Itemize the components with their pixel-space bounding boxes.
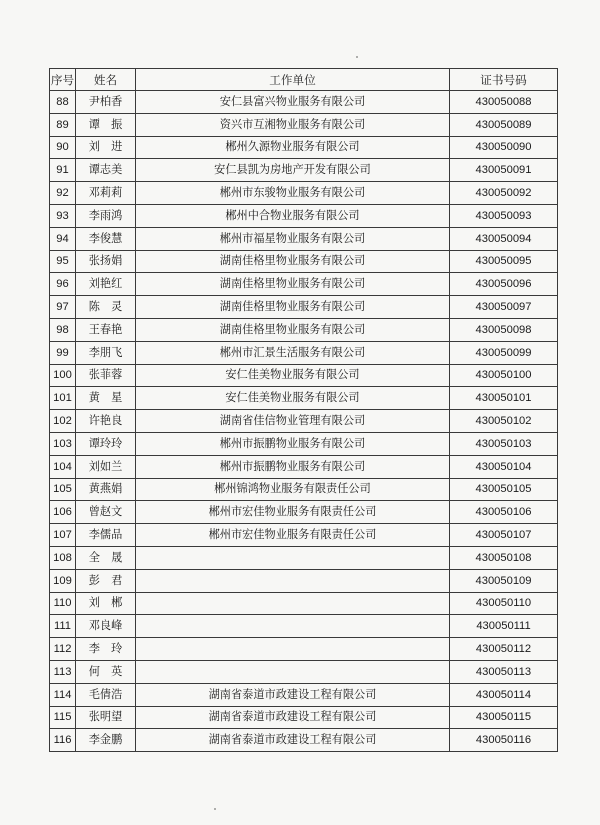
cell-work-unit: 郴州市振鹏物业服务有限公司 — [136, 455, 450, 478]
header-name: 姓名 — [76, 69, 136, 91]
table-row — [50, 638, 558, 661]
table-row — [50, 592, 558, 615]
cell-name: 李儒品 — [76, 524, 136, 547]
table-row — [50, 136, 558, 159]
table-header-row — [50, 69, 558, 91]
cell-name: 刘 郴 — [76, 592, 136, 615]
cell-certificate-number: 430050100 — [450, 364, 558, 387]
cell-work-unit: 郴州久源物业服务有限公司 — [136, 136, 450, 159]
cell-name: 王春艳 — [76, 318, 136, 341]
cell-work-unit: 湖南佳格里物业服务有限公司 — [136, 318, 450, 341]
cell-certificate-number: 430050092 — [450, 182, 558, 205]
cell-work-unit: 湖南省佳信物业管理有限公司 — [136, 410, 450, 433]
cell-name: 张扬娟 — [76, 250, 136, 273]
cell-certificate-number: 430050095 — [450, 250, 558, 273]
cell-certificate-number: 430050108 — [450, 546, 558, 569]
table-row — [50, 227, 558, 250]
cell-name: 谭玲玲 — [76, 432, 136, 455]
cell-work-unit: 湖南省泰道市政建设工程有限公司 — [136, 706, 450, 729]
cell-serial-number: 90 — [50, 136, 76, 159]
cell-name: 张菲蓉 — [76, 364, 136, 387]
cell-name: 刘如兰 — [76, 455, 136, 478]
table-body — [50, 91, 558, 752]
cell-work-unit: 湖南佳格里物业服务有限公司 — [136, 296, 450, 319]
cell-serial-number: 106 — [50, 501, 76, 524]
cell-certificate-number: 430050103 — [450, 432, 558, 455]
cell-certificate-number: 430050113 — [450, 660, 558, 683]
header-serial-number: 序号 — [50, 69, 76, 91]
table-row — [50, 729, 558, 752]
cell-work-unit: 郴州市宏佳物业服务有限责任公司 — [136, 524, 450, 547]
cell-name: 毛倩浩 — [76, 683, 136, 706]
cell-work-unit: 安仁佳美物业服务有限公司 — [136, 364, 450, 387]
cell-serial-number: 101 — [50, 387, 76, 410]
cell-work-unit: 湖南佳格里物业服务有限公司 — [136, 273, 450, 296]
table-row — [50, 524, 558, 547]
cell-serial-number: 104 — [50, 455, 76, 478]
table-row — [50, 91, 558, 114]
table-row — [50, 546, 558, 569]
cell-name: 李金鹏 — [76, 729, 136, 752]
cell-work-unit: 湖南省泰道市政建设工程有限公司 — [136, 729, 450, 752]
cell-serial-number: 102 — [50, 410, 76, 433]
cell-serial-number: 96 — [50, 273, 76, 296]
cell-serial-number: 108 — [50, 546, 76, 569]
table-row — [50, 182, 558, 205]
cell-name: 邓良峰 — [76, 615, 136, 638]
cell-certificate-number: 430050109 — [450, 569, 558, 592]
cell-name: 李朋飞 — [76, 341, 136, 364]
cell-name: 陈 灵 — [76, 296, 136, 319]
cell-certificate-number: 430050115 — [450, 706, 558, 729]
cell-serial-number: 115 — [50, 706, 76, 729]
cell-name: 何 英 — [76, 660, 136, 683]
cell-certificate-number: 430050101 — [450, 387, 558, 410]
table-row — [50, 569, 558, 592]
cell-certificate-number: 430050099 — [450, 341, 558, 364]
cell-certificate-number: 430050105 — [450, 478, 558, 501]
table-row — [50, 341, 558, 364]
cell-work-unit: 安仁佳美物业服务有限公司 — [136, 387, 450, 410]
table-row — [50, 683, 558, 706]
table-row — [50, 318, 558, 341]
cell-certificate-number: 430050102 — [450, 410, 558, 433]
table-row — [50, 501, 558, 524]
cell-name: 尹柏香 — [76, 91, 136, 114]
cell-work-unit: 湖南省泰道市政建设工程有限公司 — [136, 683, 450, 706]
cell-certificate-number: 430050097 — [450, 296, 558, 319]
cell-serial-number: 103 — [50, 432, 76, 455]
cell-serial-number: 89 — [50, 113, 76, 136]
table-row — [50, 432, 558, 455]
cell-serial-number: 97 — [50, 296, 76, 319]
cell-certificate-number: 430050106 — [450, 501, 558, 524]
cell-name: 刘艳红 — [76, 273, 136, 296]
table-row — [50, 410, 558, 433]
cell-work-unit: 郴州中合物业服务有限公司 — [136, 204, 450, 227]
cell-certificate-number: 430050089 — [450, 113, 558, 136]
table-row — [50, 660, 558, 683]
cell-serial-number: 105 — [50, 478, 76, 501]
cell-certificate-number: 430050088 — [450, 91, 558, 114]
cell-serial-number: 91 — [50, 159, 76, 182]
cell-certificate-number: 430050098 — [450, 318, 558, 341]
cell-work-unit: 郴州市福星物业服务有限公司 — [136, 227, 450, 250]
cell-name: 邓莉莉 — [76, 182, 136, 205]
header-work-unit: 工作单位 — [136, 69, 450, 91]
cell-serial-number: 110 — [50, 592, 76, 615]
cell-name: 许艳良 — [76, 410, 136, 433]
table-row — [50, 113, 558, 136]
table-row — [50, 204, 558, 227]
certificate-roster-table — [49, 68, 558, 752]
table-row — [50, 273, 558, 296]
table-row — [50, 296, 558, 319]
table-row — [50, 478, 558, 501]
cell-serial-number: 107 — [50, 524, 76, 547]
cell-certificate-number: 430050104 — [450, 455, 558, 478]
table-row — [50, 455, 558, 478]
cell-work-unit: 郴州市东骏物业服务有限公司 — [136, 182, 450, 205]
cell-name: 黄 星 — [76, 387, 136, 410]
cell-certificate-number: 430050111 — [450, 615, 558, 638]
cell-serial-number: 111 — [50, 615, 76, 638]
cell-name: 刘 进 — [76, 136, 136, 159]
cell-serial-number: 88 — [50, 91, 76, 114]
header-certificate-number: 证书号码 — [450, 69, 558, 91]
cell-serial-number: 116 — [50, 729, 76, 752]
cell-name: 李俊慧 — [76, 227, 136, 250]
cell-certificate-number: 430050093 — [450, 204, 558, 227]
cell-certificate-number: 430050110 — [450, 592, 558, 615]
table-row — [50, 159, 558, 182]
cell-work-unit: 湖南佳格里物业服务有限公司 — [136, 250, 450, 273]
cell-certificate-number: 430050116 — [450, 729, 558, 752]
cell-name: 曾赵文 — [76, 501, 136, 524]
scan-speck — [356, 56, 358, 58]
cell-serial-number: 98 — [50, 318, 76, 341]
cell-certificate-number: 430050094 — [450, 227, 558, 250]
cell-name: 谭志美 — [76, 159, 136, 182]
cell-work-unit: 郴州市汇景生活服务有限公司 — [136, 341, 450, 364]
cell-serial-number: 93 — [50, 204, 76, 227]
table-row — [50, 706, 558, 729]
table-row — [50, 615, 558, 638]
cell-work-unit: 安仁县富兴物业服务有限公司 — [136, 91, 450, 114]
cell-work-unit — [136, 615, 450, 638]
cell-name: 李 玲 — [76, 638, 136, 661]
cell-serial-number: 114 — [50, 683, 76, 706]
cell-serial-number: 100 — [50, 364, 76, 387]
cell-serial-number: 95 — [50, 250, 76, 273]
cell-name: 张明望 — [76, 706, 136, 729]
cell-work-unit — [136, 638, 450, 661]
table-row — [50, 387, 558, 410]
cell-work-unit — [136, 569, 450, 592]
cell-certificate-number: 430050114 — [450, 683, 558, 706]
cell-name: 彭 君 — [76, 569, 136, 592]
cell-work-unit: 郴州市宏佳物业服务有限责任公司 — [136, 501, 450, 524]
cell-work-unit — [136, 660, 450, 683]
cell-work-unit: 郴州市振鹏物业服务有限公司 — [136, 432, 450, 455]
cell-name: 谭 振 — [76, 113, 136, 136]
cell-name: 黄燕娟 — [76, 478, 136, 501]
cell-certificate-number: 430050091 — [450, 159, 558, 182]
cell-serial-number: 99 — [50, 341, 76, 364]
cell-serial-number: 113 — [50, 660, 76, 683]
cell-certificate-number: 430050090 — [450, 136, 558, 159]
cell-serial-number: 94 — [50, 227, 76, 250]
cell-certificate-number: 430050112 — [450, 638, 558, 661]
cell-certificate-number: 430050107 — [450, 524, 558, 547]
cell-name: 全 晟 — [76, 546, 136, 569]
table-row — [50, 364, 558, 387]
scan-speck — [214, 808, 216, 810]
cell-serial-number: 92 — [50, 182, 76, 205]
cell-serial-number: 112 — [50, 638, 76, 661]
table-row — [50, 250, 558, 273]
cell-serial-number: 109 — [50, 569, 76, 592]
cell-work-unit — [136, 546, 450, 569]
cell-work-unit: 郴州锦鸿物业服务有限责任公司 — [136, 478, 450, 501]
cell-work-unit — [136, 592, 450, 615]
cell-work-unit: 资兴市互湘物业服务有限公司 — [136, 113, 450, 136]
cell-name: 李雨鸿 — [76, 204, 136, 227]
cell-work-unit: 安仁县凯为房地产开发有限公司 — [136, 159, 450, 182]
cell-certificate-number: 430050096 — [450, 273, 558, 296]
